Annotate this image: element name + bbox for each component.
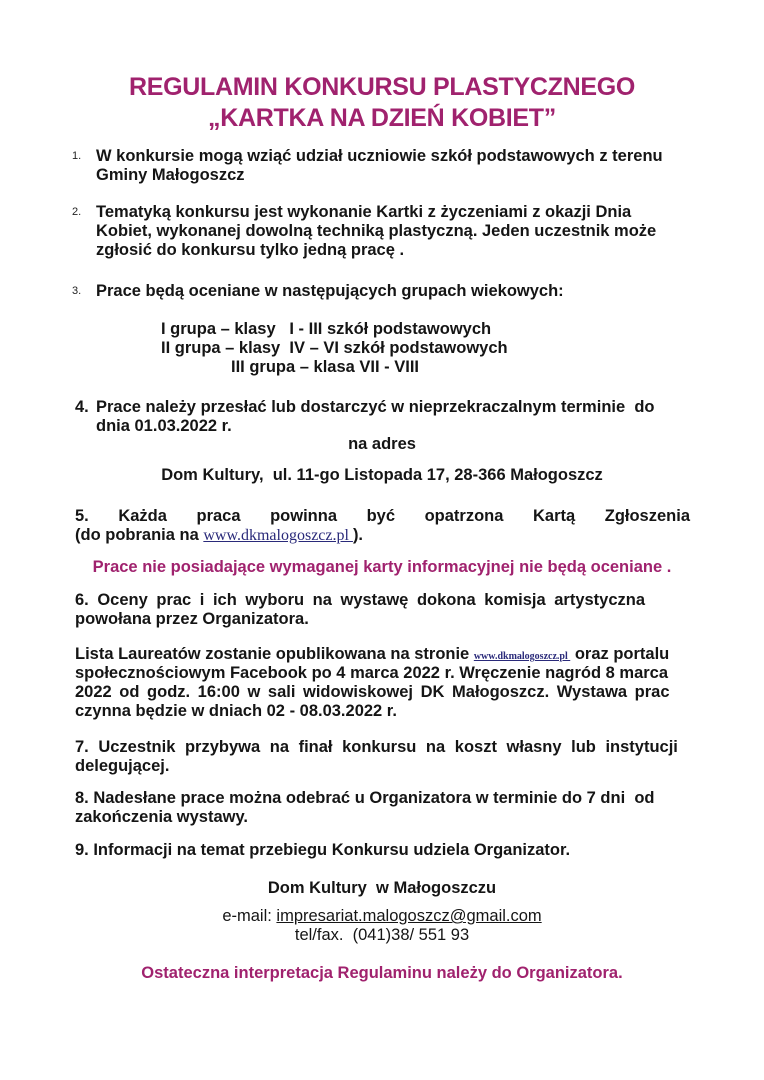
item-5-word: Każda [118, 507, 167, 525]
laureates-suffix: oraz portalu [570, 645, 670, 663]
laureates-line4: czynna będzie w dniach 02 - 08.03.2022 r. [75, 702, 397, 720]
laureates-line2: społecznościowym Facebook po 4 marca 2022 r. Wręczenie nagród 8 marca [75, 664, 669, 682]
item-5-word: być [366, 507, 396, 525]
laureates-prefix: Lista Laureatów zostanie opublikowana na stronie [75, 645, 474, 663]
item-4-line2: dnia 01.03.2022 r. [96, 417, 232, 435]
item-5-word: Zgłoszenia [604, 507, 690, 525]
warning-note: Prace nie posiadające wymaganej karty informacyjnej nie będą oceniane . [92, 558, 672, 576]
item-5-line2-suffix: ). [352, 526, 364, 544]
age-group-2: II grupa – klasy IV – VI szkół podstawowych [161, 339, 508, 357]
item-2-line3: zgłosić do konkursu tylko jedną pracę . [96, 241, 405, 259]
address: Dom Kultury, ul. 11-go Listopada 17, 28-366 Małogoszcz [161, 466, 603, 484]
item-7-line1: 7. Uczestnik przybywa na finał konkursu na koszt własny lub instytucji [75, 738, 678, 756]
item-2-number: 2. [72, 206, 82, 218]
item-9: 9. Informacji na temat przebiegu Konkursu udziela Organizator. [75, 841, 571, 859]
na-adres-label: na adres [348, 435, 416, 453]
document-title-line2: „KARTKA NA DZIEŃ KOBIET” [208, 104, 556, 132]
email-label: e-mail: [222, 907, 277, 925]
contact-email-line [0, 906, 764, 926]
item-1-number: 1. [72, 150, 82, 162]
item-3-line1: Prace będą oceniane w następujących grupach wiekowych: [96, 282, 564, 300]
item-2-line2: Kobiet, wykonanej dowolną techniką plastyczną. Jeden uczestnik może [96, 222, 657, 240]
item-5-word: Kartą [532, 507, 576, 525]
item-6-line1: 6. Oceny prac i ich wyboru na wystawę dokona komisja artystyczna [75, 591, 646, 609]
item-5-line2 [75, 525, 363, 546]
item-7-line2: delegującej. [75, 757, 170, 775]
item-4-number: 4. [75, 398, 89, 416]
item-5-word: 5. [75, 507, 89, 525]
item-8-line2: zakończenia wystawy. [75, 808, 249, 826]
contact-org: Dom Kultury w Małogoszczu [267, 879, 497, 897]
age-group-1: I grupa – klasy I - III szkół podstawowych [161, 320, 492, 338]
item-6-line2: powołana przez Organizatora. [75, 610, 309, 628]
contact-phone: tel/fax. (041)38/ 551 93 [294, 926, 470, 944]
email-link[interactable]: impresariat.malogoszcz@gmail.com [276, 907, 542, 925]
item-2-line1: Tematyką konkursu jest wykonanie Kartki z życzeniami z okazji Dnia [96, 203, 632, 221]
item-3-number: 3. [72, 285, 82, 297]
website-link[interactable]: www.dkmalogoszcz.pl [203, 527, 353, 544]
item-4-line1: Prace należy przesłać lub dostarczyć w nieprzekraczalnym terminie do [96, 398, 655, 416]
document-title-line1: REGULAMIN KONKURSU PLASTYCZNEGO [129, 73, 635, 101]
item-1-line1: W konkursie mogą wziąć udział uczniowie szkół podstawowych z terenu [96, 147, 663, 165]
item-8-line1: 8. Nadesłane prace można odebrać u Organizatora w terminie do 7 dni od [75, 789, 655, 807]
item-5-line2-prefix: (do pobrania na [75, 526, 204, 544]
item-5-word: powinna [270, 507, 338, 525]
age-group-3: III grupa – klasa VII - VIII [231, 358, 419, 376]
item-5-word: praca [196, 507, 241, 525]
item-5-line1 [75, 506, 690, 526]
item-1-line2: Gminy Małogoszcz [96, 166, 245, 184]
item-5-word: opatrzona [424, 507, 504, 525]
footer-note: Ostateczna interpretacja Regulaminu należy do Organizatora. [141, 964, 623, 982]
website-link-small[interactable]: www.dkmalogoszcz.pl [473, 651, 571, 662]
laureates-line3: 2022 od godz. 16:00 w sali widowiskowej DK Małogoszcz. Wystawa prac [75, 683, 670, 701]
